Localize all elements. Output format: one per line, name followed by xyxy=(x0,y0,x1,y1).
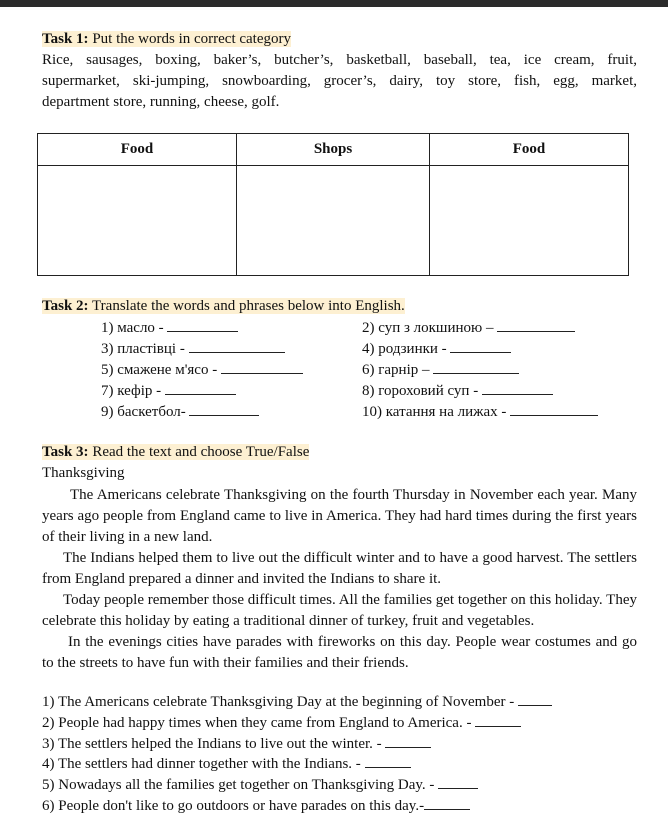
translate-item-text: 9) баскетбол- xyxy=(101,404,186,420)
answer-blank[interactable] xyxy=(167,319,238,332)
answer-blank[interactable] xyxy=(450,340,511,353)
category-header-shops: Shops xyxy=(237,134,430,166)
answer-blank[interactable] xyxy=(510,403,598,416)
statement-5 xyxy=(42,776,478,794)
task1-words-line3: department store, running, cheese, golf. xyxy=(42,94,280,110)
statement-6 xyxy=(42,797,470,815)
translate-item-8 xyxy=(362,382,553,400)
translate-item-3 xyxy=(101,340,285,358)
translate-item-7 xyxy=(101,382,236,400)
translate-item-10 xyxy=(362,403,598,421)
true-false-blank[interactable] xyxy=(424,797,470,810)
task3-highlight xyxy=(42,444,309,460)
answer-blank[interactable] xyxy=(189,403,259,416)
answer-blank[interactable] xyxy=(221,361,303,374)
task1-title xyxy=(42,31,291,48)
translate-item-text: 5) смажене м'ясо - xyxy=(101,362,218,378)
statement-text: 6) People don't like to go outdoors or have parades on this day.- xyxy=(42,798,425,814)
statement-1 xyxy=(42,693,552,711)
true-false-blank[interactable] xyxy=(475,714,521,727)
task3-instruction: Read the text and choose True/False xyxy=(88,444,310,460)
translate-item-text: 1) масло - xyxy=(101,320,164,336)
statement-4 xyxy=(42,755,411,773)
statement-text: 4) The settlers had dinner together with the Indians. - xyxy=(42,756,361,772)
story-paragraph-4: In the evenings cities have parades with fireworks on this day. People wear costumes and go to the streets to have fun with their families and their friends. xyxy=(42,634,637,671)
translate-item-5 xyxy=(101,361,303,379)
category-cell-food-2[interactable] xyxy=(430,166,629,276)
story-paragraph-3: Today people remember those difficult times. All the families get together on this holiday. They celebrate this holiday by eating a traditional dinner of turkey, fruit and vegetables. xyxy=(42,592,637,629)
category-table xyxy=(37,133,629,276)
answer-blank[interactable] xyxy=(482,382,553,395)
task1-words-line1: Rice, sausages, boxing, baker’s, butcher’s, basketball, baseball, tea, ice cream, fruit, xyxy=(42,52,637,68)
translate-item-4 xyxy=(362,340,511,358)
statement-text: 5) Nowadays all the families get together on Thanksgiving Day. - xyxy=(42,777,435,793)
statement-text: 3) The settlers helped the Indians to live out the winter. - xyxy=(42,736,382,752)
answer-blank[interactable] xyxy=(497,319,575,332)
translate-item-1 xyxy=(101,319,238,337)
translate-item-9 xyxy=(101,403,259,421)
task3-title xyxy=(42,444,309,461)
task3-label: Task 3: xyxy=(42,444,89,460)
task2-label: Task 2: xyxy=(42,298,89,314)
category-cell-shops[interactable] xyxy=(237,166,430,276)
statement-text: 1) The Americans celebrate Thanksgiving Day at the beginning of November - xyxy=(42,694,515,710)
statement-text: 2) People had happy times when they came from England to America. - xyxy=(42,715,472,731)
task2-highlight xyxy=(42,298,405,314)
task2-instruction: Translate the words and phrases below into English. xyxy=(88,298,405,314)
story-paragraph-2: The Indians helped them to live out the difficult winter and to have a good harvest. The settlers from England prepared a dinner and invited the Indians to share it. xyxy=(42,550,637,587)
translate-item-text: 10) катання на лижах - xyxy=(362,404,507,420)
true-false-blank[interactable] xyxy=(518,693,552,706)
translate-item-6 xyxy=(362,361,519,379)
translate-item-text: 7) кефір - xyxy=(101,383,162,399)
statement-3 xyxy=(42,735,431,753)
translate-item-2 xyxy=(362,319,575,337)
story-title: Thanksgiving xyxy=(42,465,125,481)
translate-item-text: 6) гарнір – xyxy=(362,362,430,378)
true-false-blank[interactable] xyxy=(438,776,478,789)
category-cell-food-1[interactable] xyxy=(38,166,237,276)
true-false-blank[interactable] xyxy=(385,735,431,748)
task1-highlight xyxy=(42,31,291,47)
category-header-food-1: Food xyxy=(38,134,237,166)
top-bar xyxy=(0,0,668,7)
story-text xyxy=(42,485,637,674)
answer-blank[interactable] xyxy=(433,361,519,374)
answer-blank[interactable] xyxy=(165,382,236,395)
task1-label: Task 1: xyxy=(42,31,89,47)
answer-blank[interactable] xyxy=(189,340,285,353)
statement-2 xyxy=(42,714,521,732)
story-paragraph-1: The Americans celebrate Thanksgiving on the fourth Thursday in November each year. Many years ago people from England came to live in America. They had hard times during the first years of their living in a new land. xyxy=(42,487,637,545)
true-false-blank[interactable] xyxy=(365,755,411,768)
task2-title xyxy=(42,298,405,315)
translate-item-text: 8) гороховий суп - xyxy=(362,383,479,399)
translate-item-text: 2) суп з локшиною – xyxy=(362,320,494,336)
translate-item-text: 4) родзинки - xyxy=(362,341,447,357)
translate-item-text: 3) пластівці - xyxy=(101,341,185,357)
category-header-food-2: Food xyxy=(430,134,629,166)
task1-words-line2: supermarket, ski-jumping, snowboarding, grocer’s, dairy, toy store, fish, egg, market, xyxy=(42,73,637,89)
task1-instruction: Put the words in correct category xyxy=(88,31,291,47)
